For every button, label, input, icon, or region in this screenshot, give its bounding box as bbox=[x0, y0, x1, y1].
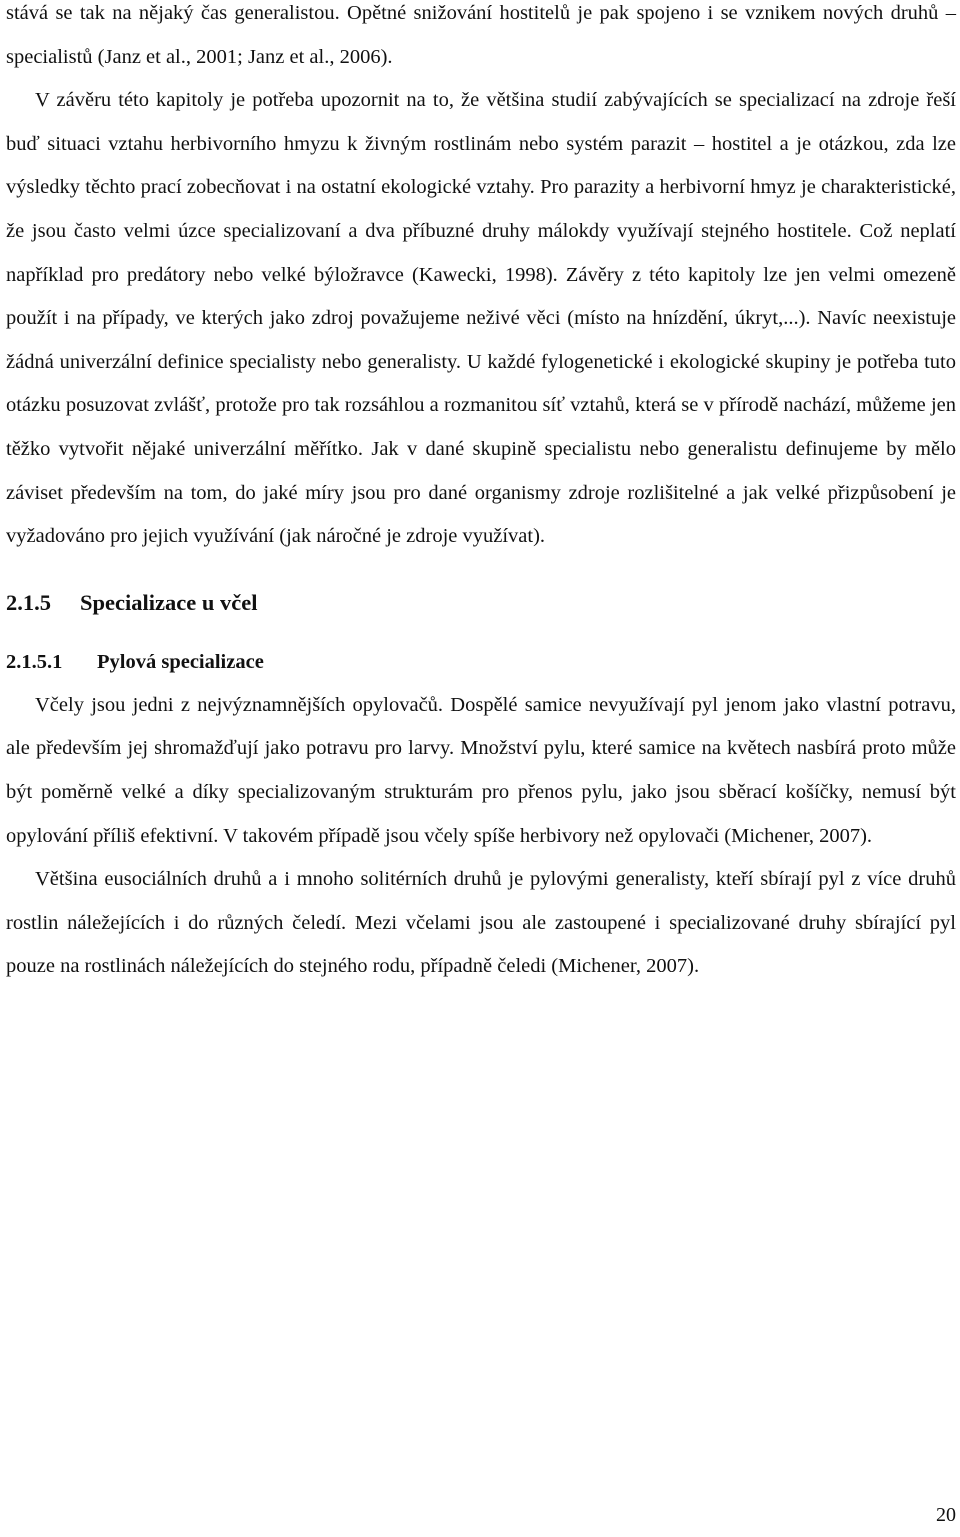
section-title: Specializace u včel bbox=[80, 589, 258, 615]
paragraph-continuation: stává se tak na nějaký čas generalistou. Opětné snižování hostitelů je pak spojeno i se vznikem nových druhů – specialistů (Janz et al., 2001; Janz et al., 2006). bbox=[6, 2, 956, 68]
paragraph-chapter-conclusion: V závěru této kapitoly je potřeba upozornit na to, že většina studií zabývajících se specializací na zdroje řeší buď situaci vztahu herbivorního hmyzu k živným rostlinám nebo systém parazit – hostitel a je otázkou, zda lze výsledky těchto prací zobecňovat i na ostatní ekologické vztahy. Pro parazity a herbivorní hmyz je charakteristické, že jsou často velmi úzce specializovaní a dva příbuzné druhy málokdy využívají stejného hostitele. Což neplatí například pro predátory nebo velké býložravce (Kawecki, 1998). Závěry z této kapitoly lze jen velmi omezeně použít i na případy, ve kterých jako zdroj považujeme neživé věci (místo na hnízdění, úkryt,...). Navíc neexistuje žádná univerzální definice specialisty nebo generalisty. U každé fylogenetické i ekologické skupiny je potřeba tuto otázku posuzovat zvlášť, protože pro tak rozsáhlou a rozmanitou síť vztahů, která se v přírodě nachází, můžeme jen těžko vytvořit nějaké univerzální měřítko. Jak v dané skupině specialistu nebo generalistu definujeme by mělo záviset především na tom, do jaké míry jsou pro dané organismy zdroje rozlišitelné a jak velké přizpůsobení je vyžadováno pro jejich využívání (jak náročné je zdroje využívat). bbox=[6, 89, 956, 548]
page-number: 20 bbox=[936, 1504, 956, 1526]
section-heading bbox=[6, 583, 956, 623]
subsection-number: 2.1.5.1 bbox=[6, 650, 63, 673]
document-page bbox=[6, 0, 956, 989]
subsection-heading bbox=[6, 642, 956, 682]
paragraph-pollinators: Včely jsou jedni z nejvýznamnějších opylovačů. Dospělé samice nevyužívají pyl jenom jako vlastní potravu, ale především jej shromažďují jako potravu pro larvy. Množství pylu, které samice na květech nasbírá proto může být poměrně velké a díky specializovaným strukturám pro přenos pylu, jako jsou sběrací košíčky, nemusí být opylování příliš efektivní. V takovém případě jsou včely spíše herbivory než opylovači (Michener, 2007). bbox=[6, 693, 956, 847]
subsection-title: Pylová specializace bbox=[97, 650, 264, 673]
section-number: 2.1.5 bbox=[6, 589, 51, 615]
paragraph-generalists: Většina eusociálních druhů a i mnoho solitérních druhů je pylovými generalisty, kteří sbírají pyl z více druhů rostlin náležejících i do různých čeledí. Mezi včelami jsou ale zastoupené i specializované druhy sbírající pyl pouze na rostlinách náležejících do stejného rodu, případně čeledi (Michener, 2007). bbox=[6, 868, 956, 978]
